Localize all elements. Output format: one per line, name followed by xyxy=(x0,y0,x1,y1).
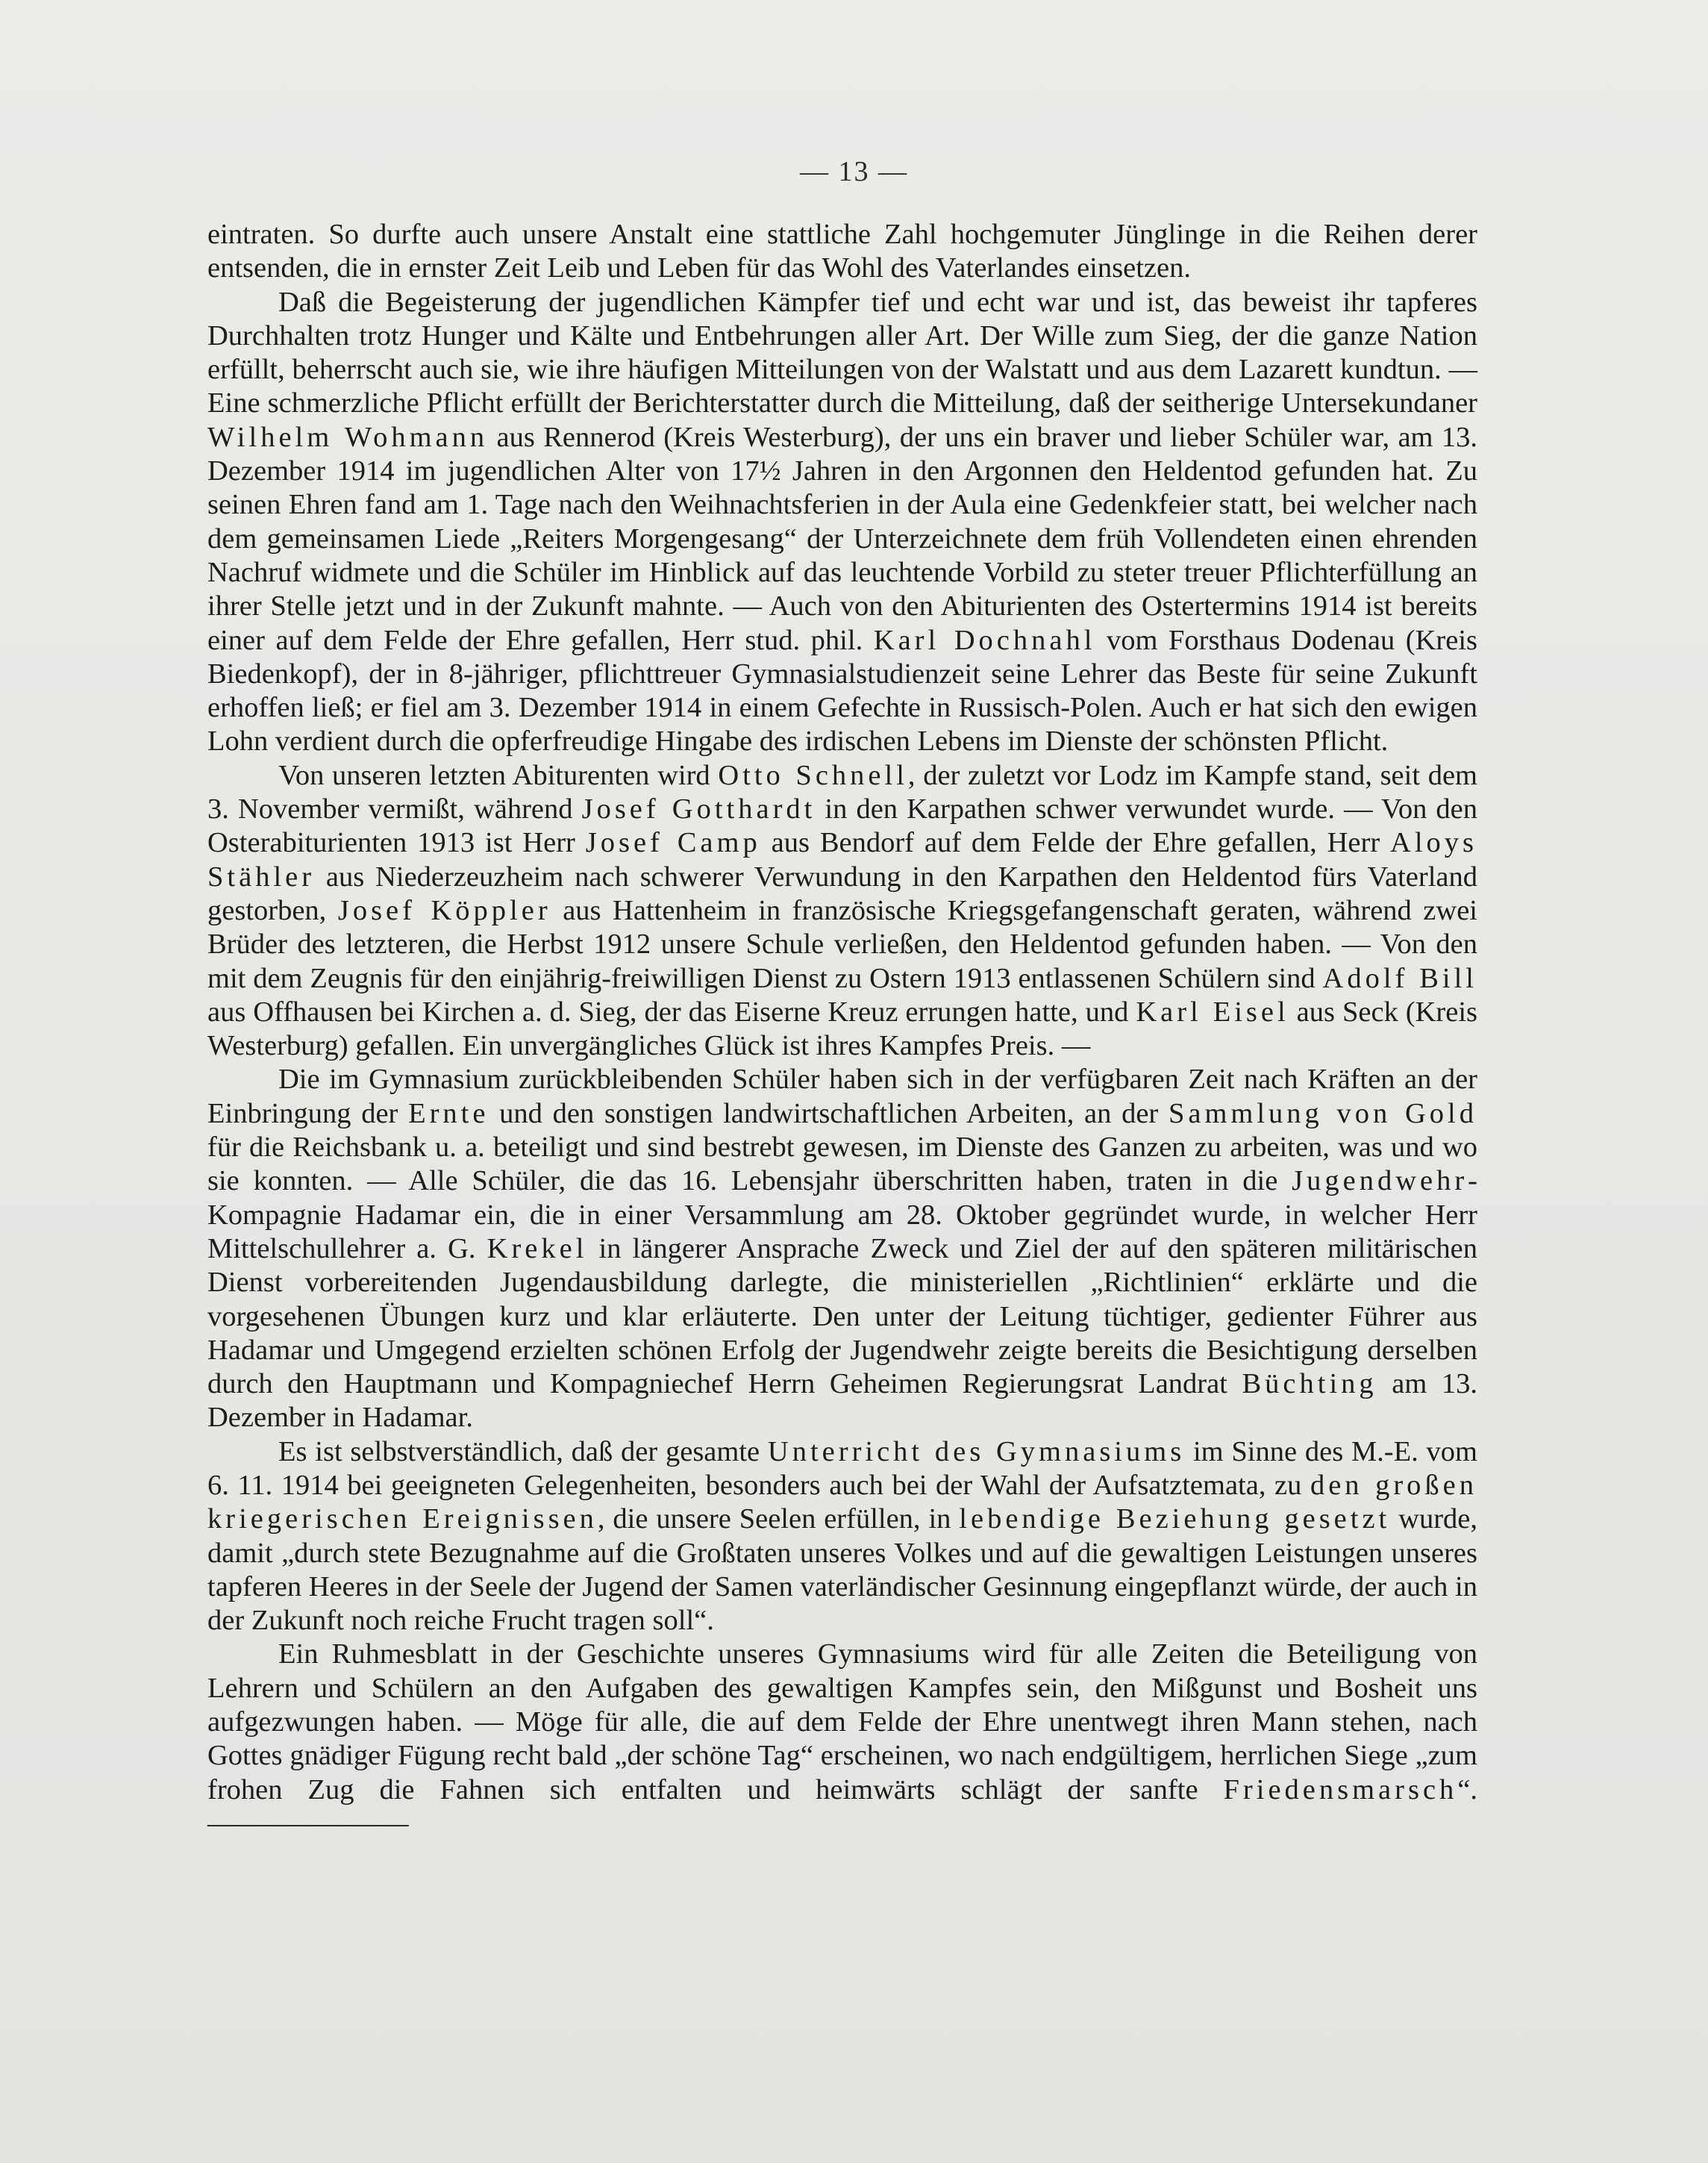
emphasized-name: Wilhelm Wohmann xyxy=(207,421,489,453)
text-run: im Sinne des M.-E. vom 6. 11. 1914 bei geeigneten Gelegenheiten, besonders auch bei der Wahl der Aufsatztemata, zu xyxy=(207,1435,1477,1501)
text-run: vom Forsthaus Dodenau (Kreis Biedenkopf), der in 8-jähriger, pflichttreuer Gymnasialstudienzeit seine Lehrer das Beste für seine Zukunft erhoffen ließ; er fiel am 3. Dezember 1914 in einem Gefechte in Russisch-Polen. Auch er hat sich den ewigen Lohn verdient durch die opferfreudige Hingabe des irdischen Lebens im Dienste der schönsten Pflicht. xyxy=(207,624,1477,758)
text-run: Von unseren letzten Abiturenten wird xyxy=(278,759,719,791)
paragraph xyxy=(207,1063,1477,1435)
text-run: aus Bendorf auf dem Felde der Ehre gefallen, Herr xyxy=(760,827,1391,859)
text-run: “. ——————— xyxy=(207,1773,1477,1839)
emphasized-name: Sammlung von Gold xyxy=(1168,1097,1477,1129)
text-run: aus Hattenheim in französische Kriegsgefangenschaft geraten, während zwei Brüder des letzteren, die Herbst 1912 unsere Schule verließen, den Heldentod gefunden haben. — Von den mit dem Zeugnis für den einjährig-freiwilligen Dienst zu Ostern 1913 entlassenen Schülern sind xyxy=(207,894,1477,994)
page-number: — 13 — xyxy=(800,156,908,187)
text-run: und den sonstigen landwirtschaftlichen Arbeiten, an der xyxy=(489,1097,1169,1129)
paragraph xyxy=(207,1638,1477,1841)
text-run: für die Reichsbank u. a. beteiligt und sind bestrebt gewesen, im Dienste des Ganzen zu arbeiten, was und wo sie konnten. — Alle Schüler, die das 16. Lebensjahr überschritten haben, traten in die xyxy=(207,1132,1477,1197)
text-run: aus Niederzeuzheim nach schwerer Verwundung in den Karpathen den Heldentod fürs Vaterland gestorben, xyxy=(207,861,1477,926)
paragraph xyxy=(207,286,1477,759)
body-text xyxy=(207,218,1477,1841)
emphasized-name: Friedensmarsch xyxy=(1223,1773,1458,1805)
emphasized-name: Josef Gotthardt xyxy=(581,793,816,825)
text-run: aus Offhausen bei Kirchen a. d. Sieg, der das Eiserne Kreuz errungen hatte, und xyxy=(207,996,1136,1028)
text-run: am 13. Dezember in Hadamar. xyxy=(207,1368,1477,1434)
emphasized-name: Josef Camp xyxy=(585,827,761,859)
emphasized-name: Jugendwehr xyxy=(1292,1165,1468,1197)
paragraph xyxy=(207,1435,1477,1638)
text-run: aus Seck (Kreis Westerburg) gefallen. Ein unvergängliches Glück ist ihres Kampfes Preis. — xyxy=(207,996,1478,1062)
emphasized-name: lebendige Beziehung gesetzt xyxy=(959,1503,1391,1535)
emphasized-name: Krekel xyxy=(487,1232,588,1264)
text-run: Die im Gymnasium zurückbleibenden Schüler haben sich in der verfügbaren Zeit nach Kräften an der Einbringung der xyxy=(207,1064,1477,1129)
emphasized-name: Karl Eisel xyxy=(1136,996,1289,1028)
emphasized-name: Ernte xyxy=(408,1097,489,1129)
text-run: Daß die Begeisterung der jugendlichen Kämpfer tief und echt war und ist, das beweist ihr tapferes Durchhalten trotz Hunger und Kälte und Entbehrungen aller Art. Der Wille zum Sieg, der die ganze Nation erfüllt, beherrscht auch sie, wie ihre häufigen Mitteilungen von der Walstatt und aus dem Lazarett kundtun. — Eine schmerzliche Pflicht erfüllt der Berichterstatter durch die Mitteilung, daß der seitherige Untersekundaner xyxy=(207,286,1477,419)
emphasized-name: Aloys Stähler xyxy=(207,827,1478,893)
text-run: , die unsere Seelen erfüllen, in xyxy=(597,1503,960,1535)
text-run: wurde, damit „durch stete Bezugnahme auf die Großtaten unseres Volkes und auf die gewaltigen Leistungen unseres tapferen Heeres in der Seele der Jugend der Samen vaterländischer Gesinnung eingepflanzt würde, der auch in der Zukunft noch reiche Frucht tragen soll“. xyxy=(207,1503,1477,1637)
paragraph xyxy=(207,759,1477,1064)
emphasized-name: den großen kriegerischen Ereignissen xyxy=(207,1469,1477,1535)
text-run: Ein Ruhmesblatt in der Geschichte unseres Gymnasiums wird für alle Zeiten die Beteiligung von Lehrern und Schülern an den Aufgaben des gewaltigen Kampfes sein, den Mißgunst und Bosheit uns aufgezwungen haben. — Möge für alle, die auf dem Felde der Ehre unentwegt ihren Mann stehen, nach Gottes gnädiger Fügung recht bald „der schöne Tag“ erscheinen, wo nach endgültigem, herrlichen Siege „zum frohen Zug die Fahnen sich entfalten und heimwärts schlägt der sanfte xyxy=(207,1638,1477,1805)
text-run: in den Karpathen schwer verwundet wurde. — Von den Osterabiturienten 1913 ist Herr xyxy=(207,793,1477,859)
emphasized-name: Unterricht des Gymnasiums xyxy=(767,1435,1186,1467)
text-run: eintraten. So durfte auch unsere Anstalt eine stattliche Zahl hochgemuter Jünglinge in die Reihen derer entsenden, die in ernster Zeit Leib und Leben für das Wohl des Vaterlandes einsetzen. xyxy=(207,219,1477,284)
text-run: , der zuletzt vor Lodz im Kampfe stand, seit dem 3. November vermißt, während xyxy=(207,759,1477,825)
text-run: aus Rennerod (Kreis Westerburg), der uns ein braver und lieber Schüler war, am 13. Dezember 1914 im jugendlichen Alter von 17½ Jahren in den Argonnen den Heldentod gefunden hat. Zu seinen Ehren fand am 1. Tage nach den Weihnachtsferien in der Aula eine Gedenkfeier statt, bei welcher nach dem gemeinsamen Liede „Reiters Morgengesang“ der Unterzeichnete dem früh Vollendeten einen ehrenden Nachruf widmete und die Schüler im Hinblick auf das leuchtende Vorbild zu steter treuer Pflichterfüllung an ihrer Stelle jetzt und in der Zukunft mahnte. — Auch von den Abiturienten des Ostertermins 1914 ist bereits einer auf dem Felde der Ehre gefallen, Herr stud. phil. xyxy=(207,421,1478,656)
emphasized-name: Büchting xyxy=(1242,1368,1377,1400)
emphasized-name: Otto Schnell xyxy=(718,759,908,791)
paragraph xyxy=(207,218,1477,286)
emphasized-name: Karl Dochnahl xyxy=(873,624,1096,656)
emphasized-name: Josef Köppler xyxy=(337,894,551,926)
text-run: -Kompagnie Hadamar ein, die in einer Versammlung am 28. Oktober gegründet wurde, in welcher Herr Mittelschullehrer a. G. xyxy=(207,1165,1477,1264)
emphasized-name: Adolf Bill xyxy=(1322,962,1477,994)
text-run: Es ist selbstverständlich, daß der gesamte xyxy=(278,1435,768,1467)
text-run: in längerer Ansprache Zweck und Ziel der auf den späteren militärischen Dienst vorbereitenden Jugendausbildung darlegte, die ministeriellen „Richtlinien“ erklärte und die vorgesehenen Übungen kurz und klar erläuterte. Den unter der Leitung tüchtiger, gedienter Führer aus Hadamar und Umgegend erzielten schönen Erfolg der Jugendwehr zeigte bereits die Besichtigung derselben durch den Hauptmann und Kompagniechef Herrn Geheimen Regierungsrat Landrat xyxy=(207,1232,1477,1400)
